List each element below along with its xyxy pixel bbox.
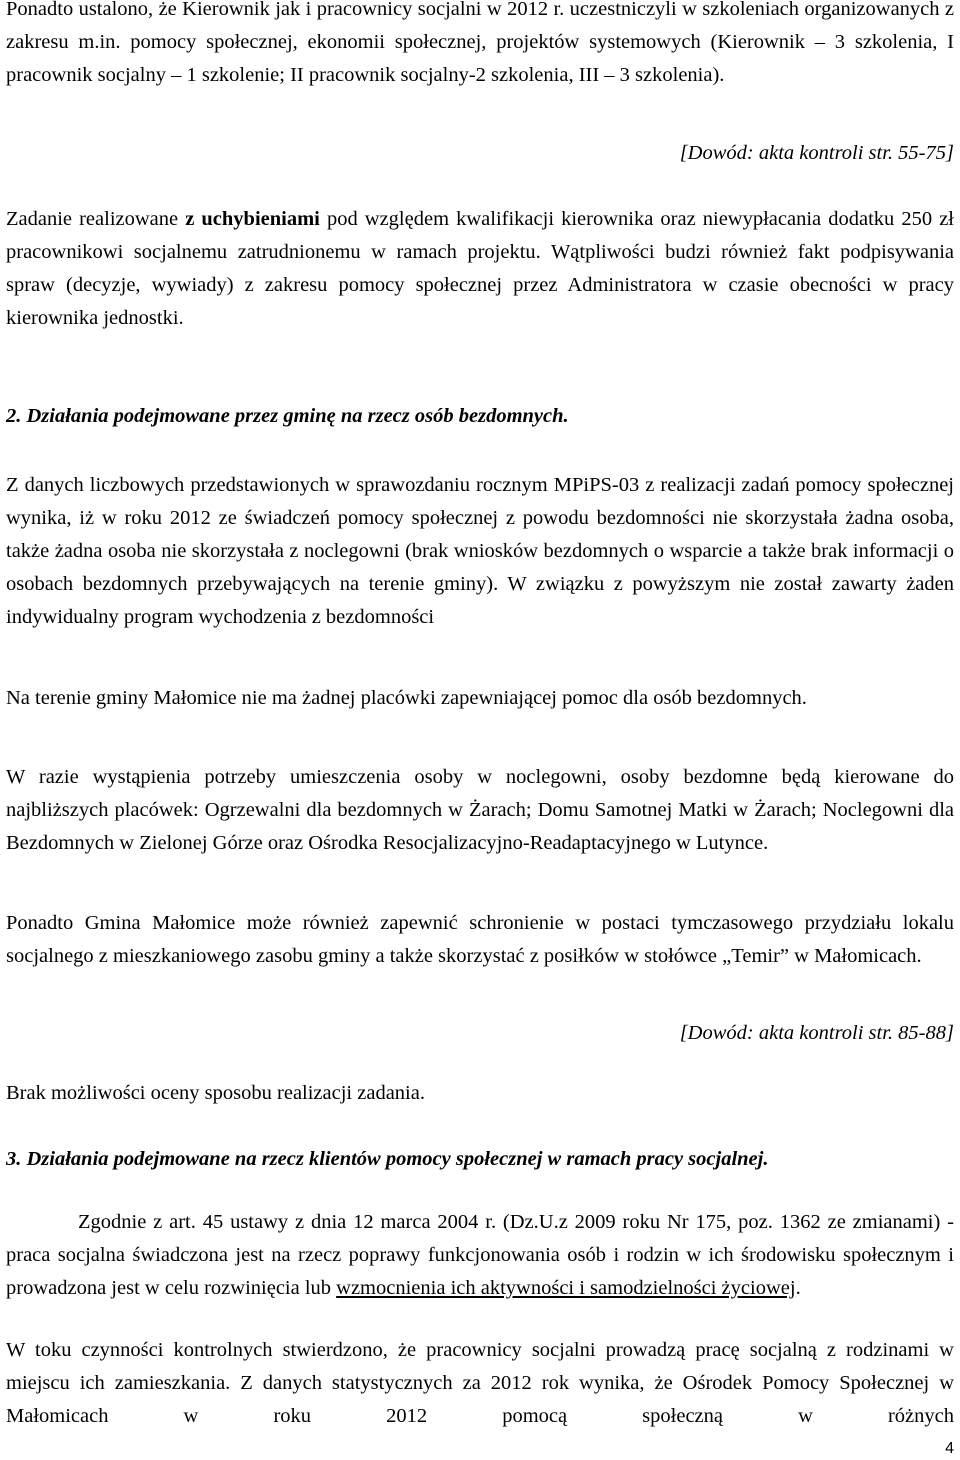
paragraph-training: Ponadto ustalono, że Kierownik jak i pracownicy socjalni w 2012 r. uczestniczyli w szkoleniach organizowanych z zakresu m.in. pomocy społecznej, ekonomii społecznej, projektów systemowych (Kierownik – 3 szkolenia, I pracownik socjalny – 1 szkolenie; II pracownik socjalny-2 szkolenia, III – 3 szkolenia). [6, 0, 954, 86]
paragraph-law [6, 1206, 954, 1305]
paragraph-text: pod względem kwalifikacji kierownika oraz niewypłacania dodatku 250 zł pracownikowi socjalnemu zatrudnionemu w ramach projektu. Wątpliwości budzi również fakt podpisywania spraw (decyzje, wywiady) z zakresu pomocy społecznej przez Administratora w czasie obecności w pracy kierownika jednostki. [6, 208, 954, 329]
paragraph-text: Zgodnie z art. 45 ustawy z dnia 12 marca 2004 r. (Dz.U.z 2009 roku Nr 175, poz. 1362 ze zmianami) - praca socjalna świadczona jest na rzecz poprawy funkcjonowania osób i rodzin w ich środowisku społecznym i prowadzona jest w celu rozwinięcia lub [6, 1211, 954, 1299]
paragraph-no-facility: Na terenie gminy Małomice nie ma żadnej placówki zapewniającej pomoc dla osób bezdomnych. [6, 687, 807, 709]
paragraph-social-work: W toku czynności kontrolnych stwierdzono, że pracownicy socjalni prowadzą pracę socjalną z rodzinami w miejscu ich zamieszkania. Z danych statystycznych za 2012 rok wynika, że Ośrodek Pomocy Społecznej w Małomicach w roku 2012 pomocą społeczną w różnych [6, 1339, 954, 1427]
paragraph-findings [6, 203, 954, 335]
paragraph-text: . [795, 1277, 801, 1299]
underlined-text: wzmocnienia ich aktywności i samodzielności życiowej [336, 1277, 796, 1299]
section-heading: 2. Działania podejmowane przez gminę na rzecz osób bezdomnych. [6, 405, 569, 427]
paragraph-text: Zadanie realizowane [6, 208, 186, 230]
paragraph-assessment: Brak możliwości oceny sposobu realizacji zadania. [6, 1082, 425, 1104]
bold-text: z uchybieniami [185, 208, 320, 230]
paragraph-shelter: Ponadto Gmina Małomice może również zapewnić schronienie w postaci tymczasowego przydziału lokalu socjalnego z mieszkaniowego zasobu gminy a także skorzystać z posiłków w stołówce „Temir” w Małomicach. [6, 912, 954, 967]
evidence-note: [Dowód: akta kontroli str. 55-75] [679, 142, 954, 164]
paragraph-homeless-data: Z danych liczbowych przedstawionych w sprawozdaniu rocznym MPiPS-03 z realizacji zadań pomocy społecznej wynika, iż w roku 2012 ze świadczeń pomocy społecznej z powodu bezdomności nie skorzystała żadna osoba, także żadna osoba nie skorzystała z noclegowni (brak wniosków bezdomnych o wsparcie a także brak informacji o osobach bezdomnych przebywających na terenie gminy). W związku z powyższym nie został zawarty żaden indywidualny program wychodzenia z bezdomności [6, 474, 954, 628]
evidence-note: [Dowód: akta kontroli str. 85-88] [679, 1022, 954, 1044]
section-heading: 3. Działania podejmowane na rzecz klientów pomocy społecznej w ramach pracy socjalnej. [6, 1148, 769, 1170]
paragraph-referral: W razie wystąpienia potrzeby umieszczenia osoby w noclegowni, osoby bezdomne będą kierowane do najbliższych placówek: Ogrzewalni dla bezdomnych w Żarach; Domu Samotnej Matki w Żarach; Noclegowni dla Bezdomnych w Zielonej Górze oraz Ośrodka Resocjalizacyjno-Readaptacyjnego w Lutynce. [6, 766, 954, 854]
page-number: 4 [945, 1440, 954, 1457]
